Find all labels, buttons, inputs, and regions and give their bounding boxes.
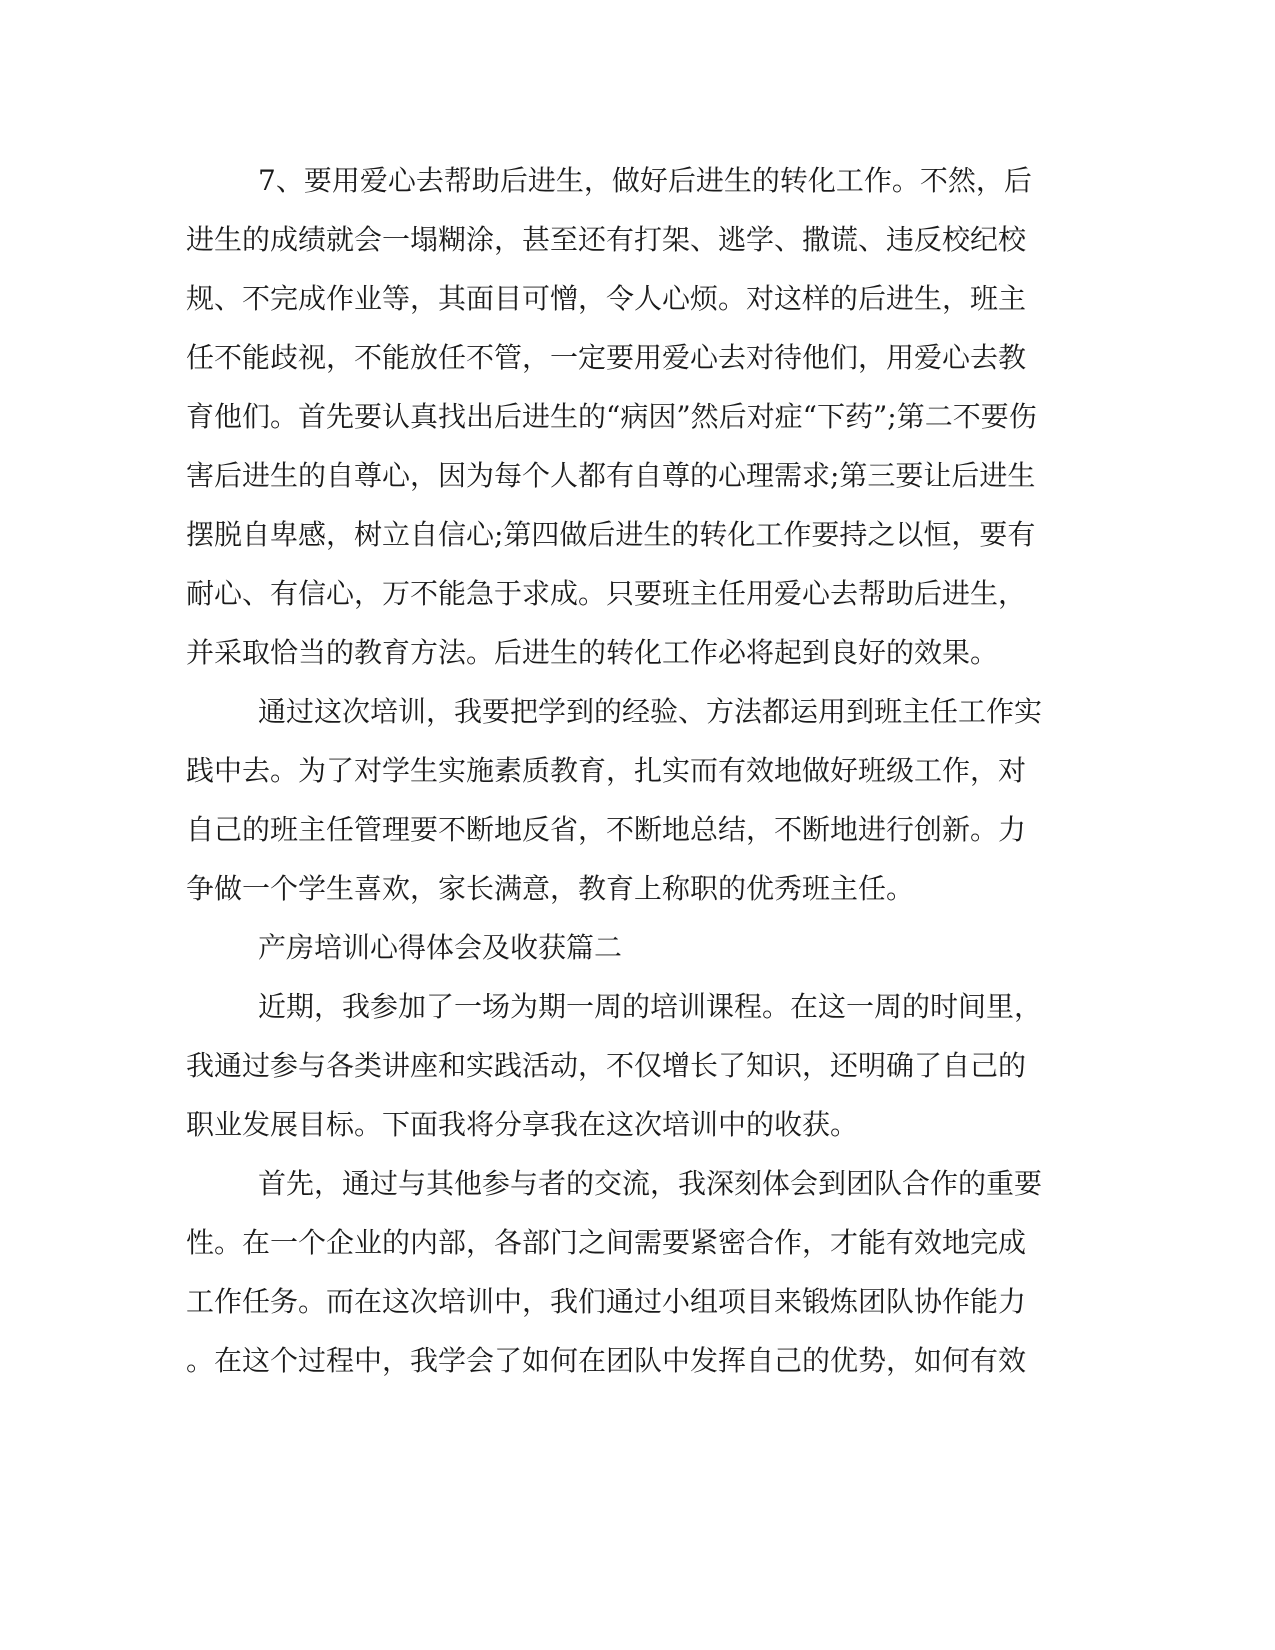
paragraph-line: 并采取恰当的教育方法。后进生的转化工作必将起到良好的效果。 — [186, 636, 999, 669]
paragraph-line: 摆脱自卑感，树立自信心;第四做后进生的转化工作要持之以恒，要有 — [186, 518, 1036, 551]
paragraph-line: 育他们。首先要认真找出后进生的“病因”然后对症“下药”;第二不要伤 — [186, 400, 1037, 433]
paragraph-line: 首先，通过与其他参与者的交流，我深刻体会到团队合作的重要 — [258, 1167, 1043, 1200]
paragraph-line: 通过这次培训，我要把学到的经验、方法都运用到班主任工作实 — [258, 695, 1043, 728]
paragraph-line: 工作任务。而在这次培训中，我们通过小组项目来锻炼团队协作能力 — [186, 1285, 1027, 1318]
paragraph-line: 职业发展目标。下面我将分享我在这次培训中的收获。 — [186, 1108, 859, 1141]
paragraph-line: 性。在一个企业的内部，各部门之间需要紧密合作，才能有效地完成 — [186, 1226, 1027, 1259]
paragraph-line: 争做一个学生喜欢，家长满意，教育上称职的优秀班主任。 — [186, 872, 915, 905]
paragraph-line: 害后进生的自尊心，因为每个人都有自尊的心理需求;第三要让后进生 — [186, 459, 1036, 492]
paragraph-line: 7、要用爱心去帮助后进生，做好后进生的转化工作。不然，后 — [258, 164, 1032, 197]
paragraph-line: 我通过参与各类讲座和实践活动，不仅增长了知识，还明确了自己的 — [186, 1049, 1027, 1082]
paragraph-line: 自己的班主任管理要不断地反省，不断地总结，不断地进行创新。力 — [186, 813, 1027, 846]
paragraph-line: 任不能歧视，不能放任不管，一定要用爱心去对待他们，用爱心去教 — [186, 341, 1027, 374]
paragraph-line: 践中去。为了对学生实施素质教育，扎实而有效地做好班级工作，对 — [186, 754, 1027, 787]
section-heading: 产房培训心得体会及收获篇二 — [258, 931, 623, 964]
paragraph-line: 进生的成绩就会一塌糊涂，甚至还有打架、逃学、撒谎、违反校纪校 — [186, 223, 1027, 256]
paragraph-line: 规、不完成作业等，其面目可憎，令人心烦。对这样的后进生，班主 — [186, 282, 1027, 315]
paragraph-line: 。在这个过程中，我学会了如何在团队中发挥自己的优势，如何有效 — [186, 1344, 1027, 1377]
paragraph-line: 耐心、有信心，万不能急于求成。只要班主任用爱心去帮助后进生， — [186, 577, 1027, 610]
paragraph-line: 近期，我参加了一场为期一周的培训课程。在这一周的时间里， — [258, 990, 1043, 1023]
